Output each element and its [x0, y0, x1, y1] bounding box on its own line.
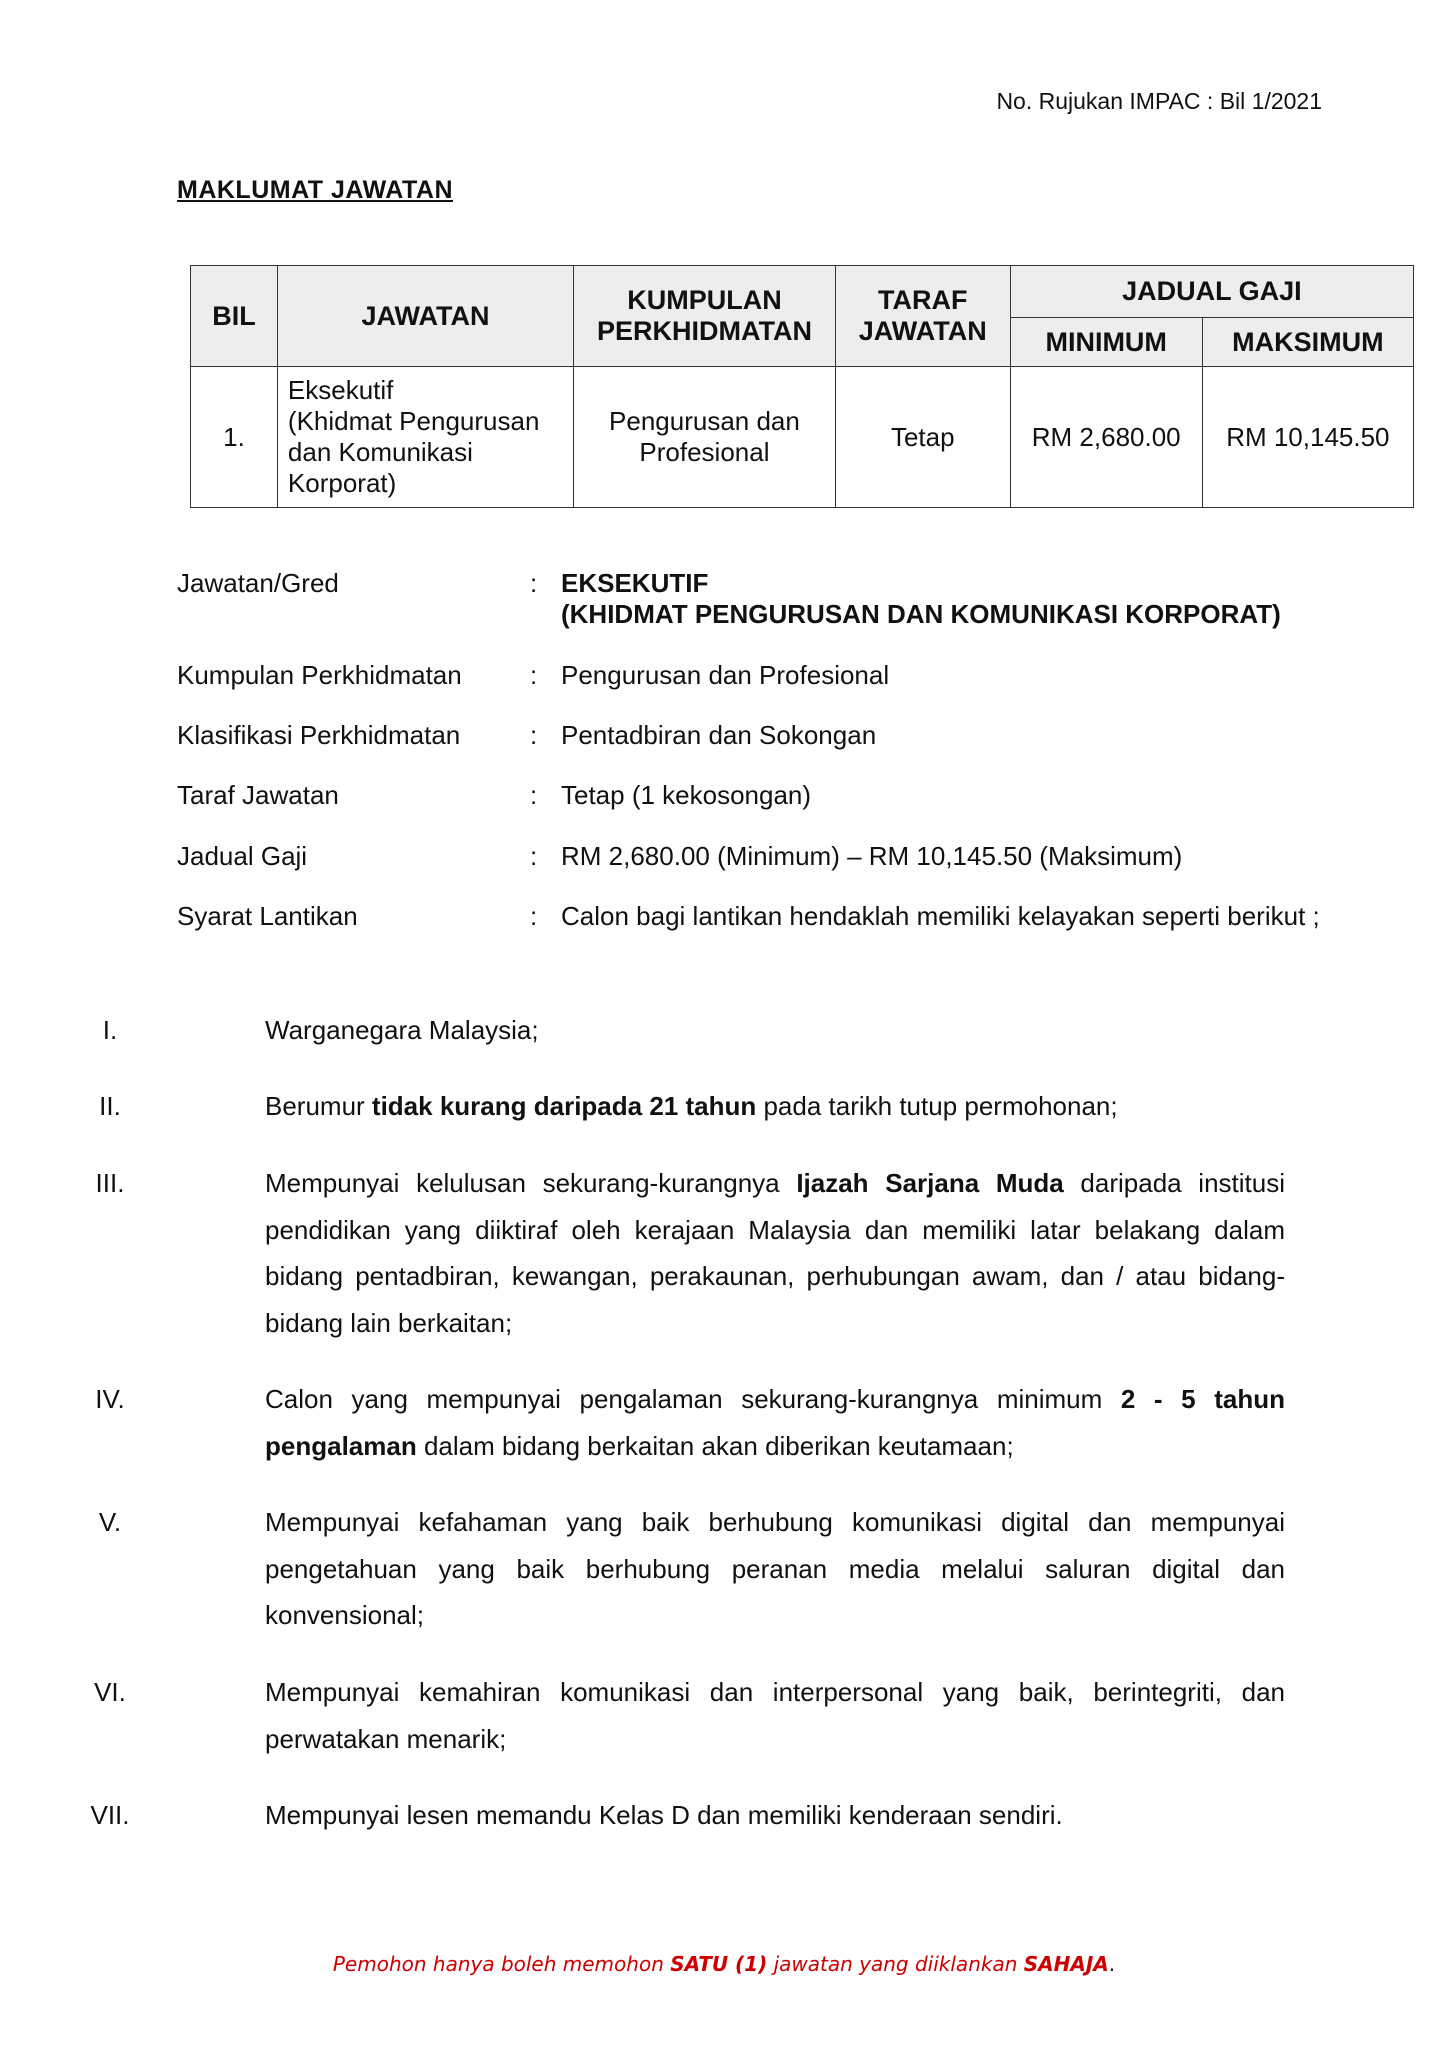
- list-item-text: Warganegara Malaysia;: [265, 1015, 539, 1045]
- table-row: [191, 367, 1414, 508]
- section-title: MAKLUMAT JAWATAN: [177, 176, 454, 204]
- header-jadual-gaji: JADUAL GAJI: [1010, 266, 1413, 318]
- header-kumpulan-text: KUMPULAN PERKHIDMATAN: [596, 285, 812, 346]
- cell-kumpulan: [574, 367, 836, 508]
- detail-label: Jawatan/Gred: [177, 568, 339, 598]
- header-taraf: [835, 266, 1010, 367]
- reference-number: No. Rujukan IMPAC : Bil 1/2021: [996, 88, 1322, 114]
- detail-value: Tetap (1 kekosongan): [561, 780, 812, 810]
- list-item-text: [265, 1083, 1285, 1130]
- detail-colon: :: [530, 780, 538, 810]
- text-run: dalam bidang berkaitan akan diberikan keutamaan;: [416, 1430, 1014, 1461]
- list-item-number: IV.: [95, 1384, 125, 1414]
- detail-colon: :: [530, 720, 538, 750]
- position-table: [190, 265, 1414, 508]
- detail-value: Pentadbiran dan Sokongan: [561, 720, 877, 750]
- detail-colon: :: [530, 568, 538, 598]
- cell-minimum: RM 2,680.00: [1010, 367, 1202, 508]
- cell-jawatan-line: Eksekutif: [287, 375, 394, 405]
- cell-maksimum: RM 10,145.50: [1202, 367, 1413, 508]
- list-item-number: III.: [95, 1168, 125, 1198]
- note-emphasis: SAHAJA: [1023, 1952, 1109, 1976]
- text-run: Mempunyai kelulusan sekurang-kurangnya: [265, 1168, 797, 1198]
- header-jawatan: JAWATAN: [277, 266, 573, 367]
- text-run: daripada institusi pendidikan yang diiktiraf oleh kerajaan Malaysia dan memiliki latar belakang dalam bidang pentadbiran, kewangan, perakaunan, perhubungan awam, dan / atau bidang-bidang lain berkaitan;: [265, 1168, 1285, 1338]
- header-minimum: MINIMUM: [1010, 318, 1202, 367]
- text-emphasis: 2 - 5 tahun pengalaman: [265, 1384, 1285, 1461]
- cell-jawatan: [277, 367, 573, 508]
- list-item-text: [265, 1160, 1285, 1346]
- detail-label: Kumpulan Perkhidmatan: [177, 660, 462, 690]
- detail-label: Syarat Lantikan: [177, 901, 358, 931]
- note-text: .: [1108, 1952, 1116, 1976]
- detail-label: Taraf Jawatan: [177, 780, 339, 810]
- detail-colon: :: [530, 660, 538, 690]
- note-emphasis: SATU (1): [670, 1952, 768, 1976]
- detail-value: Calon bagi lantikan hendaklah memiliki kelayakan seperti berikut ;: [561, 901, 1320, 931]
- header-bil: BIL: [191, 266, 278, 367]
- list-item-number: II.: [99, 1091, 121, 1121]
- detail-colon: :: [530, 901, 538, 931]
- note-text: jawatan yang diiklankan: [767, 1952, 1024, 1976]
- detail-colon: :: [530, 841, 538, 871]
- detail-label: Jadual Gaji: [177, 841, 308, 871]
- header-kumpulan: [574, 266, 836, 367]
- detail-value: Pengurusan dan Profesional: [561, 660, 890, 690]
- detail-value-line: EKSEKUTIF: [561, 568, 709, 598]
- header-taraf-text: TARAF JAWATAN: [858, 285, 987, 346]
- text-run: Calon yang mempunyai pengalaman sekurang-kurangnya minimum: [265, 1384, 1121, 1414]
- cell-jawatan-line: Korporat): [287, 468, 397, 498]
- list-item-number: V.: [98, 1507, 122, 1537]
- list-item-number: VI.: [94, 1677, 126, 1707]
- list-item-text: Mempunyai kemahiran komunikasi dan interpersonal yang baik, berintegriti, dan perwatakan menarik;: [265, 1677, 1285, 1754]
- detail-value-line: (KHIDMAT PENGURUSAN DAN KOMUNIKASI KORPORAT): [561, 599, 1281, 629]
- text-emphasis: tidak kurang daripada 21 tahun: [371, 1091, 757, 1121]
- list-item-text: Mempunyai kefahaman yang baik berhubung komunikasi digital dan mempunyai pengetahuan yang baik berhubung peranan media melalui saluran digital dan konvensional;: [265, 1507, 1285, 1630]
- detail-value: [561, 568, 1281, 630]
- cell-kumpulan-line: Profesional: [639, 437, 770, 467]
- text-run: pada tarikh tutup permohonan;: [756, 1091, 1118, 1121]
- cell-jawatan-line: (Khidmat Pengurusan: [287, 406, 540, 436]
- detail-label: Klasifikasi Perkhidmatan: [177, 720, 461, 750]
- cell-taraf: Tetap: [835, 367, 1010, 508]
- text-emphasis: Ijazah Sarjana Muda: [796, 1168, 1064, 1198]
- text-run: Berumur: [265, 1091, 372, 1121]
- list-item-text: [265, 1376, 1285, 1469]
- list-item-text: Mempunyai lesen memandu Kelas D dan memiliki kenderaan sendiri.: [265, 1800, 1063, 1830]
- list-item-number: VII.: [90, 1800, 130, 1830]
- cell-bil: 1.: [191, 367, 278, 508]
- cell-kumpulan-line: Pengurusan dan: [609, 406, 800, 436]
- application-note: [0, 1952, 1448, 1976]
- cell-jawatan-line: dan Komunikasi: [287, 437, 473, 467]
- note-text: Pemohon hanya boleh memohon: [332, 1952, 671, 1976]
- list-item-number: I.: [102, 1015, 118, 1045]
- header-maksimum: MAKSIMUM: [1202, 318, 1413, 367]
- detail-value: RM 2,680.00 (Minimum) – RM 10,145.50 (Maksimum): [561, 841, 1183, 871]
